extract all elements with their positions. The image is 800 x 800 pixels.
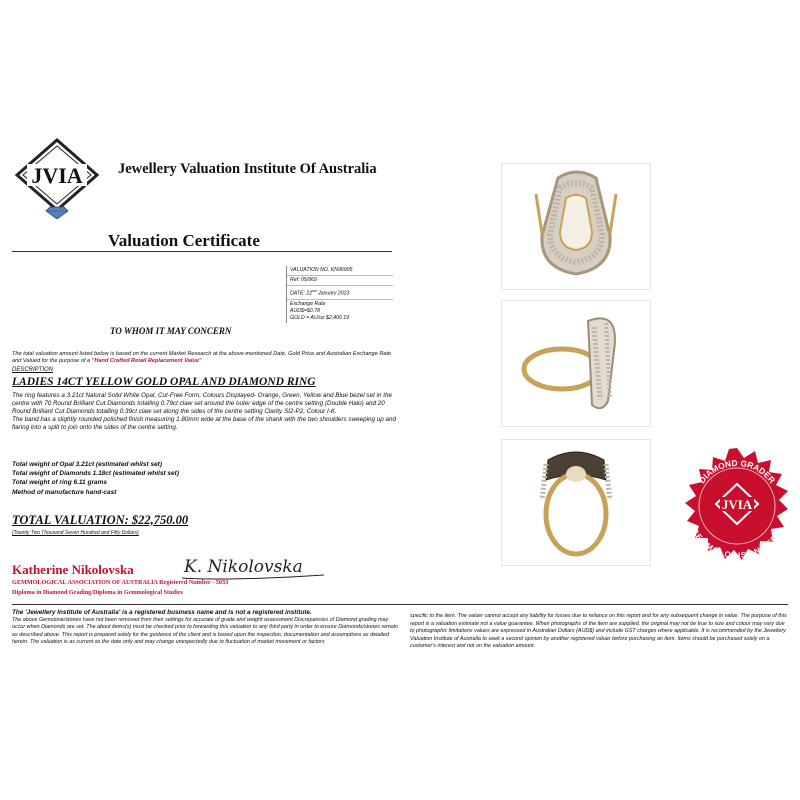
- logo-text: JVIA: [31, 163, 83, 188]
- appraiser-name: Katherine Nikolovska: [12, 562, 134, 577]
- certificate-title: Valuation Certificate: [108, 231, 260, 250]
- intro-text: The total valuation amount listed below is based on the current Market Research at the above-mentioned Date, Gold Price and Australian Exchange Rate and Valued for the purpose of a "Hand Crafted Retail Replacement Value": [12, 351, 392, 365]
- weight-item: Method of manufacture hand-cast: [12, 488, 117, 496]
- diploma: Diploma in Diamond Grading/Diploma in Gemmological Studies: [12, 589, 183, 596]
- item-description: The ring features a 3.21ct Natural Solid White Opal, Cut-Free Form, Colours Displayed- Orange, Green, Yellow and Blue bezel set in the centre with 70 Round Brilliant Cut Diamonds totalling 0.79ct claw set around the outer edge of the centre setting (Double Halo) and 20 Round Brilliant Cut Diamonds totalling 0.39ct claw set along the sides of the centre setting Clarity SI2-P2, Colour I-K. The band has a slightly rounded polished finish measuring 1.80mm wide at the base of the shank with the two shoulders sweeping up and flaring into a split to join onto the sides of the centre setting.: [12, 392, 396, 431]
- disclaimer-left: The 'Jewellery Institute of Australia' is a registered business name and is not a registered institute. The above Gemstone/stones have not been removed from their settings for accurate of grade and weight assessment Discrepancies of Diamond grading may occur when Diamonds are set. The about items(s) must be checked prior to forwarding this valuation to any third party in order to ensure Diamonds/stones remain as described above. This report is prepared solely for the guidance of the client and is based upon the inspection, documentation and assumptions as detailed herein. The valuation is as current as the date only and may change unexpectedly due to fluctuation of market movement or factors: [12, 609, 398, 646]
- valuation-details-box: [286, 266, 393, 323]
- association: GEMMOLOGICAL ASSOCIATION OF AUSTRALIA Registered Number - 5033: [12, 579, 229, 586]
- diamond-icon: [46, 207, 68, 219]
- svg-text:GEMMOLOGIST NO.5033: GEMMOLOGIST NO.5033: [689, 526, 785, 561]
- svg-text:K. Nikolovska: K. Nikolovska: [184, 557, 303, 577]
- total-valuation: TOTAL VALUATION: $22,750.00: [12, 513, 189, 527]
- salutation: TO WHOM IT MAY CONCERN: [110, 326, 232, 336]
- valuation-date: DATE: 22nd January 2023: [287, 286, 393, 300]
- disclaimer-heading: The 'Jewellery Institute of Australia' is a registered business name and is not a registered institute.: [12, 609, 312, 616]
- description-label: DESCRIPTION: [12, 367, 54, 373]
- exchange-rate: Exchange Rate AUD$=$0.78 GOLD = AU/oz $2,400.19: [290, 300, 350, 321]
- total-in-words: (Twenty Two Thousand Seven Hundred and Fifty Dollars): [12, 530, 139, 536]
- divider: [12, 604, 788, 605]
- valuation-ref: Ref: 05/969: [287, 276, 393, 286]
- disclaimer-right: specific to the item. The valuer cannot accept any liability for losses due to reliance on this report and for any subsequent change in value. The purpose of this report is a valuation estimate not a value guarantee. When photographs of the item are supplied, the original may not be true to size and colour may vary due to photographic limitations values are expressed in Australian Dollars (AUD$) and include GST charges where applicable. It is recommended by the Jewellery Valuation Institute of Australia to seek a second opinion by another registered valuer before purchasing an item. Items should be purchased solely on a customer's interest and not on the valuation amount.: [410, 613, 787, 650]
- divider: [12, 251, 392, 252]
- seal-icon: [676, 446, 798, 568]
- item-title: LADIES 14CT YELLOW GOLD OPAL AND DIAMOND RING: [12, 376, 316, 388]
- ring-photo: [501, 163, 651, 290]
- valuation-number: VALUATION NO. KN96905: [287, 266, 393, 276]
- weight-item: Total weight of Opal 3.21ct (estimated whilst set): [12, 461, 163, 468]
- ring-photo: [501, 439, 651, 566]
- jvia-logo: [14, 137, 100, 219]
- institute-name: Jewellery Valuation Institute Of Australia: [118, 161, 377, 177]
- weight-item: Total weight of Diamonds 1.18ct (estimated whilst set): [12, 470, 179, 478]
- ring-photo: [501, 300, 651, 427]
- weight-item: Total weight of ring 6.11 grams: [12, 479, 107, 487]
- svg-text:DIAMOND GRADER: DIAMOND GRADER: [696, 457, 778, 486]
- svg-text:JVIA: JVIA: [721, 497, 753, 512]
- weights-list: [12, 460, 179, 497]
